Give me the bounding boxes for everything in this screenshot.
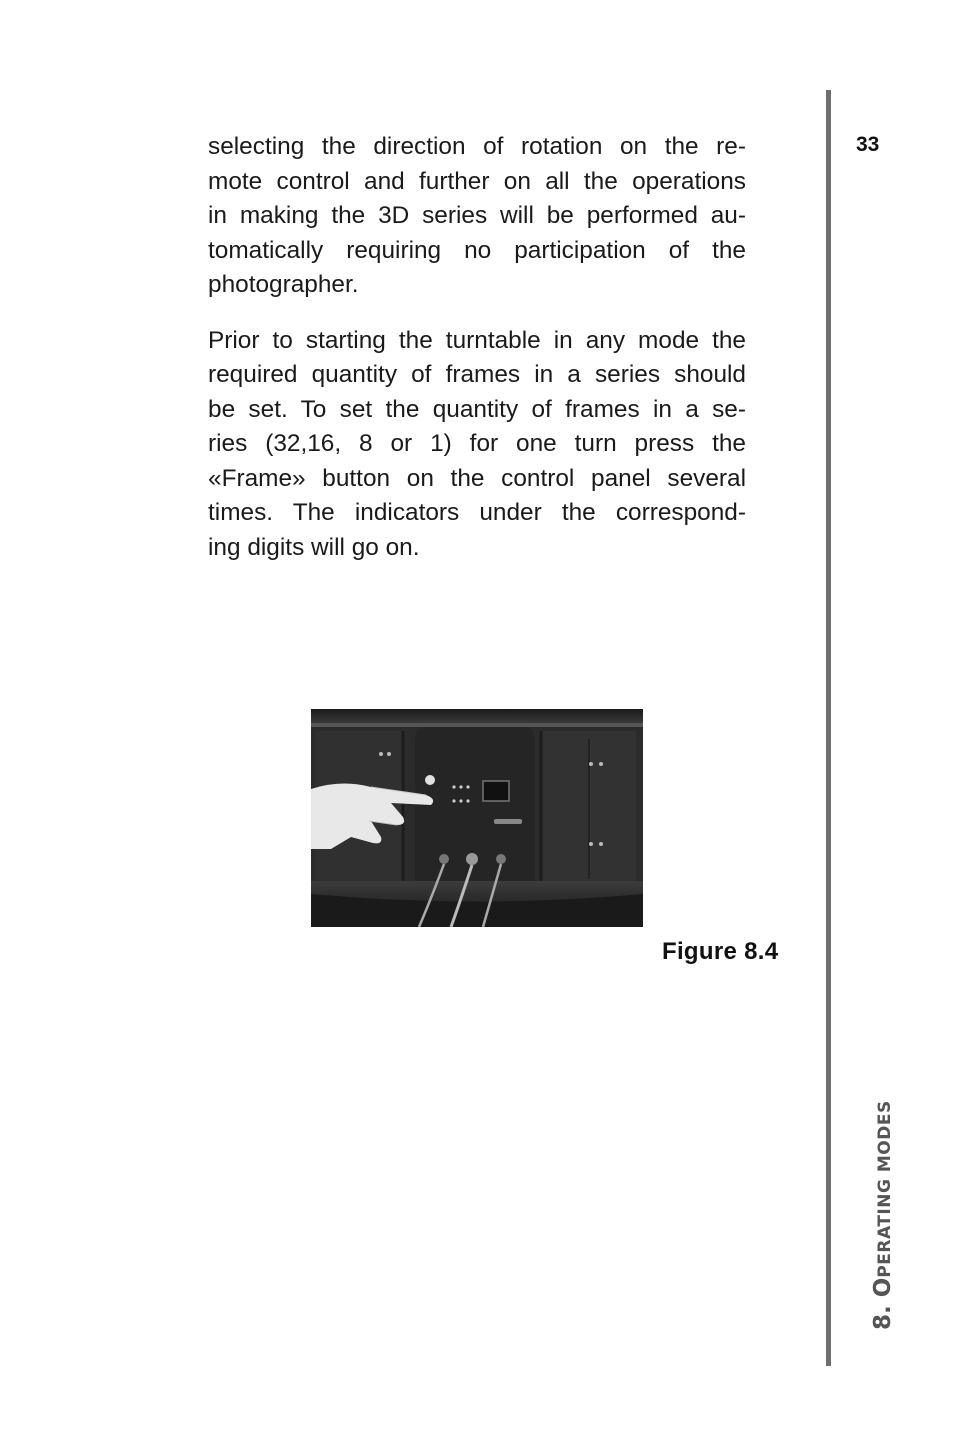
text-line: «Frame» button on the control panel several: [208, 464, 746, 492]
page-number: 33: [856, 133, 880, 156]
text-line: photographer.: [208, 271, 359, 298]
text-line: Prior to starting the turntable in any mode the: [208, 326, 746, 354]
paragraph-2: [208, 324, 746, 566]
paragraph-1: [208, 130, 746, 303]
text-line: required quantity of frames in a series should: [208, 361, 746, 388]
turntable-control-panel-photo: [311, 709, 643, 927]
text-line: ries (32,16, 8 or 1) for one turn press the: [208, 430, 746, 457]
figure-photo: [311, 709, 643, 927]
text-line: times. The indicators under the correspond-: [208, 499, 746, 526]
text-line: mote control and further on all the operations: [208, 167, 746, 195]
chapter-initial: O: [870, 1277, 896, 1298]
text-line: tomatically requiring no participation of the: [208, 236, 746, 264]
text-line: be set. To set the quantity of frames in a se-: [208, 395, 746, 423]
text-line: ing digits will go on.: [208, 533, 420, 561]
text-line: in making the 3D series will be performed au-: [208, 202, 746, 229]
chapter-number: 8.: [870, 1305, 896, 1330]
chapter-rest: PERATING MODES: [875, 1100, 895, 1278]
chapter-label: [870, 1100, 896, 1330]
figure-caption: Figure 8.4: [662, 938, 779, 965]
side-rule: [826, 90, 831, 1366]
body-text: [208, 130, 746, 586]
text-line: selecting the direction of rotation on the re-: [208, 133, 746, 160]
